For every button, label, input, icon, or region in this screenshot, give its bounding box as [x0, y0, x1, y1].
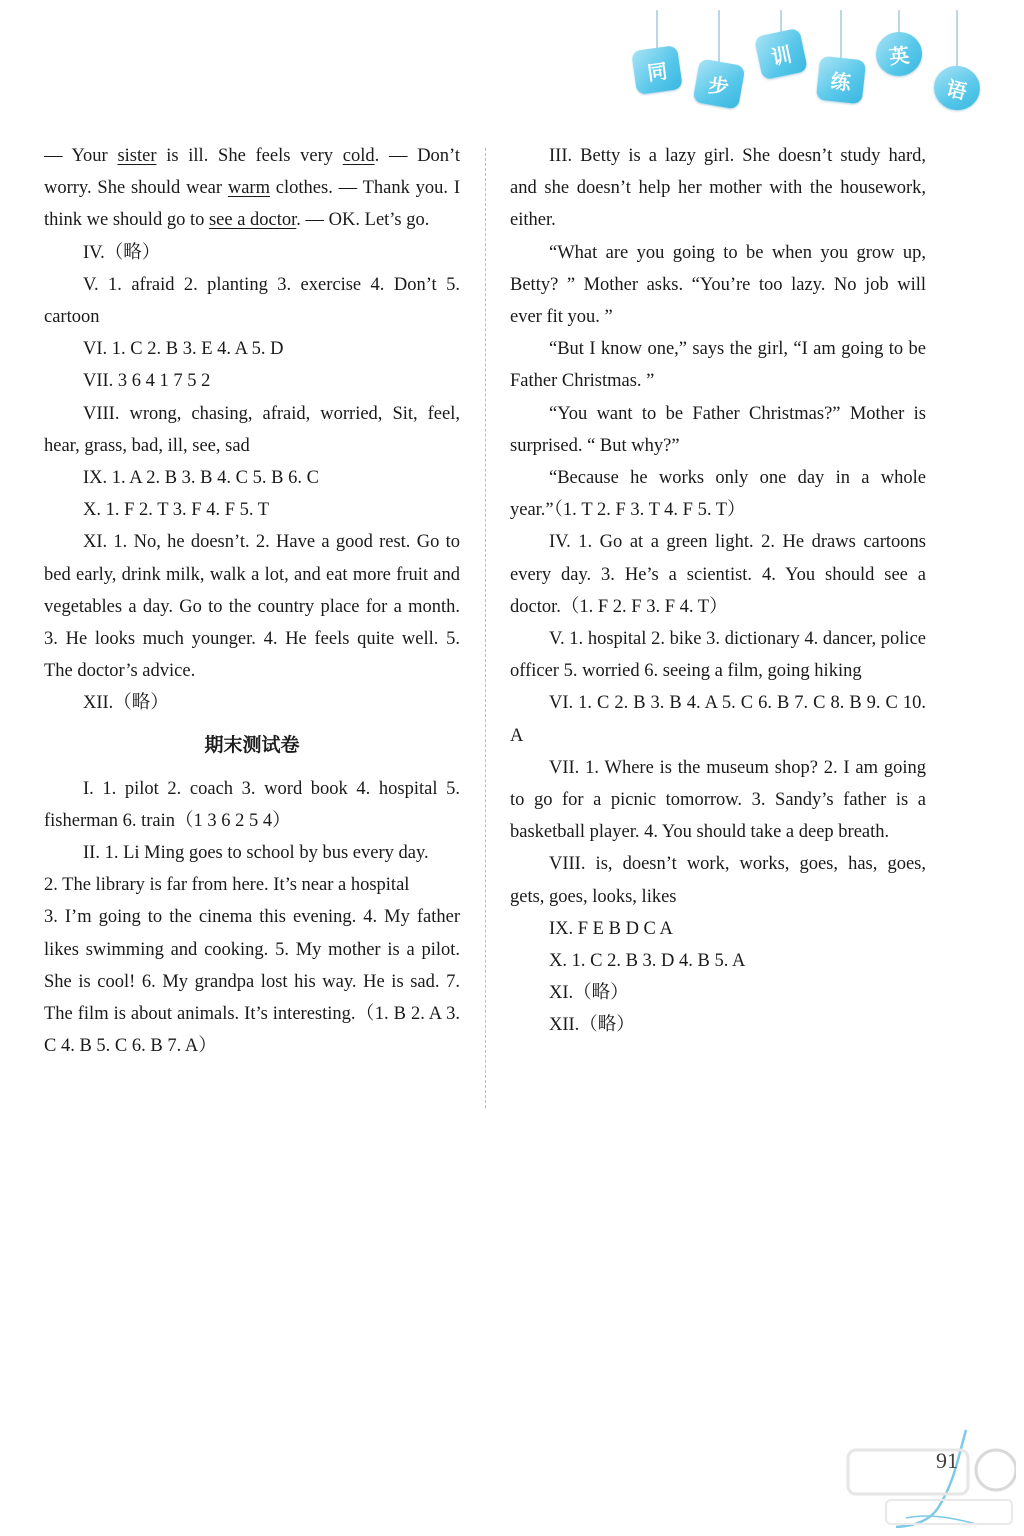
text-run: . — OK. Let’s go. — [296, 210, 430, 231]
answer-line: III. Betty is a lazy girl. She doesn’t study hard, and she doesn’t help her mother with the housework, either. — [510, 146, 926, 231]
underlined-word: warm — [227, 178, 270, 199]
answer-line: V. 1. afraid 2. planting 3. exercise 4. Don’t 5. cartoon — [44, 274, 460, 328]
page-header — [620, 10, 1000, 120]
answer-line: “What are you going to be when you grow up, Betty? ” Mother asks. “You’re too lazy. No job will ever fit you. ” — [510, 242, 926, 328]
answer-line: XII.（略） — [549, 1015, 635, 1036]
answer-line: V. 1. hospital 2. bike 3. dictionary 4. dancer, police officer 5. worried 6. seeing a film, going hiking — [510, 629, 926, 682]
dialogue-answer — [44, 140, 460, 237]
answer-line: “Because he works only one day in a whole year.”（1. T 2. F 3. T 4. F 5. T） — [510, 468, 926, 521]
title-tile: 语 — [929, 61, 984, 115]
right-column — [510, 140, 926, 1042]
answer-line: IX. F E B D C A — [549, 918, 673, 939]
answer-line: II. 1. Li Ming goes to school by bus every day. — [83, 843, 429, 864]
answer-line: I. 1. pilot 2. coach 3. word book 4. hospital 5. fisherman 6. train（1 3 6 2 5 4） — [44, 778, 460, 831]
answer-line: 3. I’m going to the cinema this evening. 4. My father likes swimming and cooking. 5. My mother is a pilot. She is cool! 6. My grandpa lost his way. He is sad. 7. The film is about animals. It’s interesting.（1. B 2. A 3. C 4. B 5. C 6. B 7. A） — [44, 907, 460, 1057]
text-run: is ill. She feels very — [156, 146, 343, 166]
title-tile: 训 — [754, 28, 808, 81]
answer-line: VIII. wrong, chasing, afraid, worried, Sit, feel, hear, grass, bad, ill, see, sad — [44, 403, 460, 456]
answer-line: VII. 1. Where is the museum shop? 2. I am going to go for a picnic tomorrow. 3. Sandy’s father is a basketball player. 4. You should take a deep breath. — [510, 757, 926, 843]
title-tile: 练 — [816, 56, 866, 105]
hanging-line — [718, 10, 720, 68]
text-run: clothes. — Thank you. I think we should go to — [44, 178, 460, 231]
answer-line: X. 1. C 2. B 3. D 4. B 5. A — [549, 951, 746, 972]
answer-line: 2. The library is far from here. It’s near a hospital — [44, 875, 410, 896]
title-tile: 步 — [693, 58, 746, 109]
section-title: 期末测试卷 — [204, 733, 300, 756]
answer-line: VII. 3 6 4 1 7 5 2 — [83, 371, 211, 392]
answer-line: “But I know one,” says the girl, “I am going to be Father Christmas. ” — [510, 339, 926, 392]
corner-watermark — [846, 1428, 1016, 1528]
text-run: — Your — [44, 146, 118, 166]
underlined-word: see a doctor — [208, 210, 297, 231]
title-tile: 英 — [874, 30, 924, 79]
answer-line: “You want to be Father Christmas?” Mother is surprised. “ But why?” — [510, 403, 926, 456]
answer-line: IV.（略） — [83, 242, 161, 263]
left-column — [44, 140, 460, 1062]
title-tile: 同 — [631, 45, 683, 95]
column-divider — [485, 148, 486, 1108]
answer-line: IV. 1. Go at a green light. 2. He draws cartoons every day. 3. He’s a scientist. 4. You should see a doctor.（1. F 2. F 3. F 4. T） — [510, 532, 926, 617]
page-number: 91 — [936, 1448, 958, 1473]
hanging-line — [956, 10, 958, 70]
answer-line: VIII. is, doesn’t work, works, goes, has, goes, gets, goes, looks, likes — [510, 854, 926, 907]
answer-line: IX. 1. A 2. B 3. B 4. C 5. B 6. C — [83, 468, 319, 489]
answer-line: XII.（略） — [83, 693, 169, 714]
underlined-word: sister — [117, 146, 157, 166]
hanging-line — [898, 10, 900, 34]
answer-line: VI. 1. C 2. B 3. E 4. A 5. D — [83, 339, 284, 360]
underlined-word: cold — [342, 146, 375, 166]
answer-line: XI.（略） — [549, 983, 629, 1004]
answer-line: XI. 1. No, he doesn’t. 2. Have a good rest. Go to bed early, drink milk, walk a lot, and eat more fruit and vegetables a day. Go to the country place for a month. 3. He looks much younger. 4. He feels quite well. 5. The doctor’s advice. — [44, 532, 460, 682]
answer-line: X. 1. F 2. T 3. F 4. F 5. T — [83, 500, 270, 521]
hanging-line — [656, 10, 658, 52]
text-run: . — Don’t worry. She should wear — [44, 146, 461, 199]
answer-line: VI. 1. C 2. B 3. B 4. A 5. C 6. B 7. C 8. B 9. C 10. A — [510, 693, 926, 746]
hanging-line — [840, 10, 842, 60]
